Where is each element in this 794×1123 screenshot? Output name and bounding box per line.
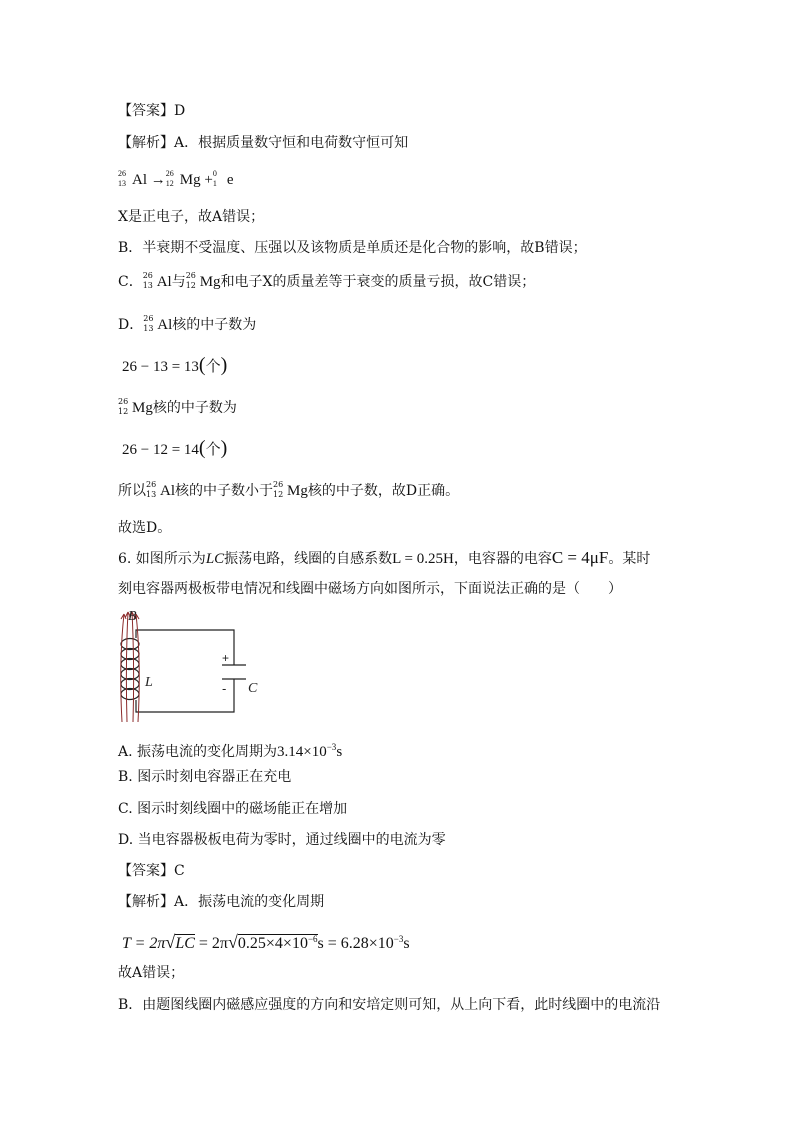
conclusion-line: 所以 26 13 Al核的中子数小于 26 12 Mg核的中子数，故D正确。 [118,480,460,499]
question-6-line-2: 刻电容器两极板带电情况和线圈中磁场方向如图所示，下面说法正确的是（ ） [118,581,622,597]
answer-label-2: 【答案】C [118,863,185,879]
option-b-explanation-2: B．由题图线圈内磁感应强度的方向和安培定则可知，从上向下看，此时线圈中的电流沿 [118,997,661,1013]
option-a-conclusion: X是正电子，故A错误； [118,209,265,225]
option-c-explanation: C． 26 13 Al与 26 12 Mg和电子X的质量差等于衰变的质量亏损，故C错误； [118,271,536,290]
decay-equation: 26 13 Al → 26 12 Mg + 0 1 e [118,169,234,188]
plus-sign: + [222,651,230,665]
explanation-line-a2: 【解析】A．振荡电流的变化周期 [118,894,325,910]
coil-icon [121,639,139,700]
lc-circuit-diagram [110,606,280,726]
period-equation: $T = 2\pi√LC = 2\pi√0.25\times 4\times 10^{-6}s = 6.28\times 10^{-3}s$ [122,932,410,952]
field-label-b: B [128,609,137,624]
answer-label-1: 【答案】D [118,103,186,119]
option-c: C. 图示时刻线圈中的磁场能正在增加 [118,801,348,817]
option-d-explanation: D． 26 13 Al核的中子数为 [118,314,257,333]
option-d: D. 当电容器极板电荷为零时，通过线圈中的电流为零 [118,832,446,848]
option-a: A. 振荡电流的变化周期为$3.14\times 10^{-3}s$ [118,742,343,760]
option-a-conclusion-2: 故A错误； [118,965,185,981]
minus-sign: - [222,681,227,696]
explanation-line-a: 【解析】A．根据质量数守恒和电荷数守恒可知 [118,135,409,151]
al-isotope-numbers: 26 13 [118,169,126,188]
option-b: B. 图示时刻电容器正在充电 [118,769,292,785]
circuit-wires [136,630,246,712]
choice-line-1: 故选D。 [118,520,172,536]
mg-neutron-line: 26 12 Mg核的中子数为 [118,397,237,416]
neutron-equation-al: 26 − 13 = 13(个) [122,354,228,376]
option-b-explanation: B．半衰期不受温度、压强以及该物质是单质还是化合物的影响，故B错误； [118,240,587,256]
neutron-equation-mg: 26 − 12 = 14(个) [122,437,228,459]
inductor-label-l: L [145,675,153,690]
mg-isotope-numbers: 26 12 [165,169,174,188]
positron-numbers: 0 1 [212,169,217,188]
capacitor-label-c: C [248,681,258,696]
question-6-line-1: 6. 如图所示为LC振荡电路，线圈的自感系数L = 0.25H，电容器的电容C = 4μF。某时 [118,548,651,567]
